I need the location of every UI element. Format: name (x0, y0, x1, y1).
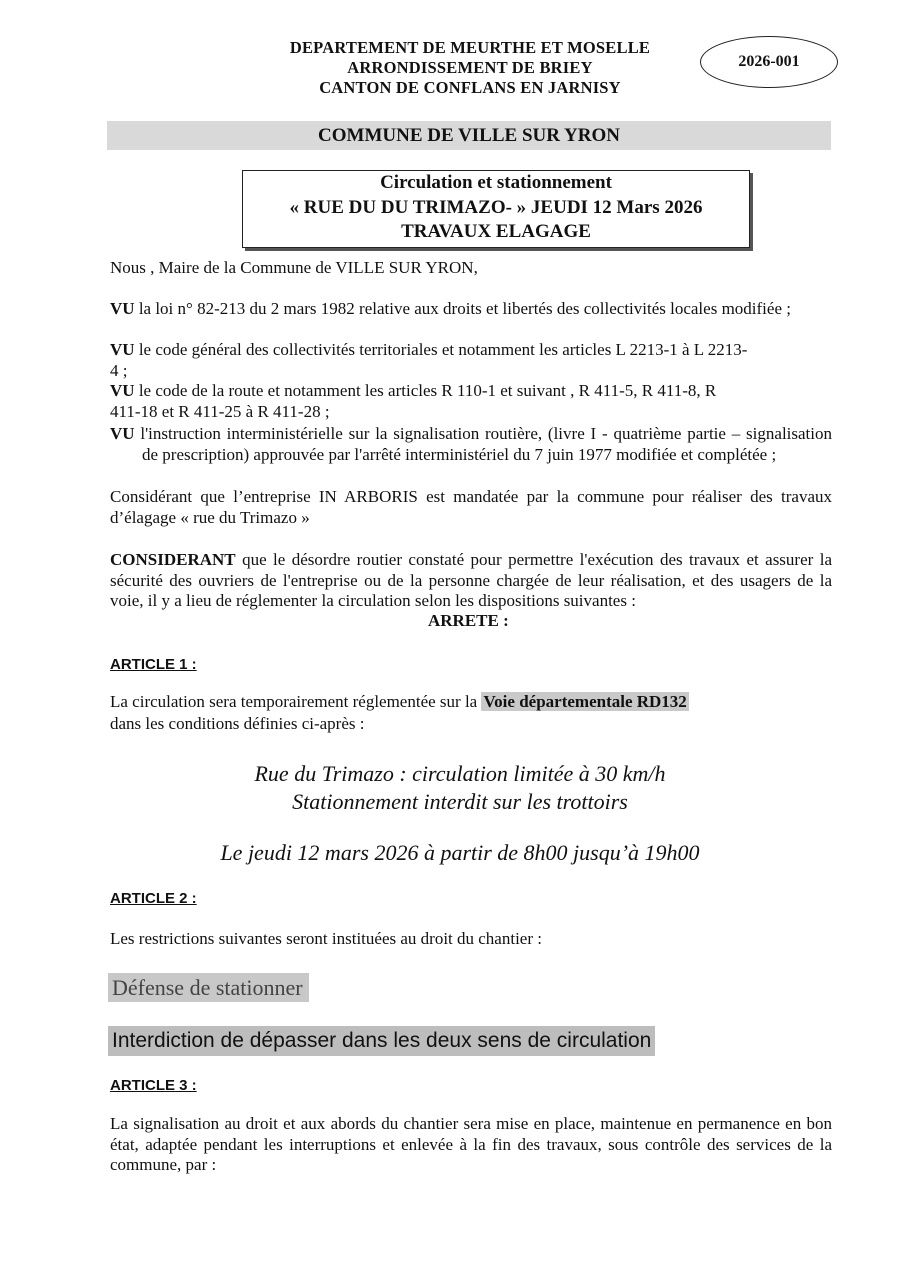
condition-no-parking: Stationnement interdit sur les trottoirs (292, 789, 628, 814)
article-1-date: Le jeudi 12 mars 2026 à partir de 8h00 jusqu’à 19h00 (220, 840, 700, 865)
decree-title-box (242, 170, 750, 248)
condition-speed-limit: Rue du Trimazo : circulation limitée à 30 km/h (254, 761, 666, 786)
vu-label: VU (110, 340, 135, 359)
header-line-department: DEPARTEMENT DE MEURTHE ET MOSELLE (289, 38, 651, 57)
arrete-heading: ARRETE : (428, 611, 509, 630)
article-3-title: ARTICLE 3 : (110, 1077, 197, 1094)
restriction-no-overtaking: Interdiction de dépasser dans les deux sens de circulation (108, 1026, 655, 1056)
considerant-text: que le désordre routier constaté pour permettre l'exécution des travaux et assurer la sécurité des ouvriers de l'entreprise ou de la personne chargée de leur réalisation, et des usagers de la voie, il y a lieu de réglementer la circulation selon les dispositions suivantes : (110, 550, 832, 610)
article-1-title: ARTICLE 1 : (110, 656, 197, 673)
considerant-paragraph (110, 550, 832, 612)
header-line-arrondissement: ARRONDISSEMENT DE BRIEY (347, 58, 593, 77)
vu-label: VU (110, 381, 135, 400)
visa-cgct (110, 340, 750, 381)
restriction-no-parking: Défense de stationner (108, 973, 309, 1002)
visa-text: la loi n° 82-213 du 2 mars 1982 relative aux droits et libertés des collectivités locales modifiée ; (134, 299, 791, 318)
visa-law-1982 (110, 299, 832, 320)
rd132-highlight: Voie départementale RD132 (483, 692, 687, 711)
article-1-text-before: La circulation sera temporairement réglementée sur la (110, 692, 482, 711)
vu-label: VU (110, 424, 135, 443)
title-line-3: TRAVAUX ELAGAGE (401, 221, 591, 242)
visa-code-route (110, 381, 750, 422)
article-1-text (110, 692, 832, 713)
commune-title: COMMUNE DE VILLE SUR YRON (107, 121, 831, 150)
vu-label: VU (110, 299, 135, 318)
visa-text: le code de la route et notamment les articles R 110-1 et suivant , R 411-5, R 411-8, R 411-18 et R 411-25 à R 411-28 ; (110, 381, 717, 421)
article-1-conditions (150, 760, 770, 816)
considerant-entreprise: Considérant que l’entreprise IN ARBORIS est mandatée par la commune pour réaliser des travaux d’élagage « rue du Trimazo » (110, 487, 832, 527)
article-2-title: ARTICLE 2 : (110, 890, 197, 907)
title-line-1: Circulation et stationnement (380, 172, 612, 193)
visa-text: le code général des collectivités territoriales et notamment les articles L 2213-1 à L 2213-4 ; (110, 340, 748, 380)
department-header (200, 38, 740, 98)
title-line-2: « RUE DU DU TRIMAZO- » JEUDI 12 Mars 2026 (289, 196, 703, 218)
reference-number: 2026-001 (700, 36, 838, 88)
article-2-text: Les restrictions suivantes seront instituées au droit du chantier : (110, 929, 542, 948)
considerant-label: CONSIDERANT (110, 550, 236, 569)
visa-text: l'instruction interministérielle sur la signalisation routière, (livre I - quatrième partie – signalisation de prescription) approuvée par l'arrêté interministériel du 7 juin 1977 modifiée et complétée ; (134, 424, 832, 464)
article-3-text: La signalisation au droit et aux abords du chantier sera mise en place, maintenue en permanence en bon état, adaptée pendant les interruptions et enlevée à la fin des travaux, sous contrôle des services de la commune, par : (110, 1114, 832, 1174)
article-1-text-after: dans les conditions définies ci-après : (110, 714, 365, 733)
visa-instruction (110, 424, 832, 465)
intro-text: Nous , Maire de la Commune de VILLE SUR YRON, (110, 258, 478, 277)
header-line-canton: CANTON DE CONFLANS EN JARNISY (319, 78, 621, 97)
